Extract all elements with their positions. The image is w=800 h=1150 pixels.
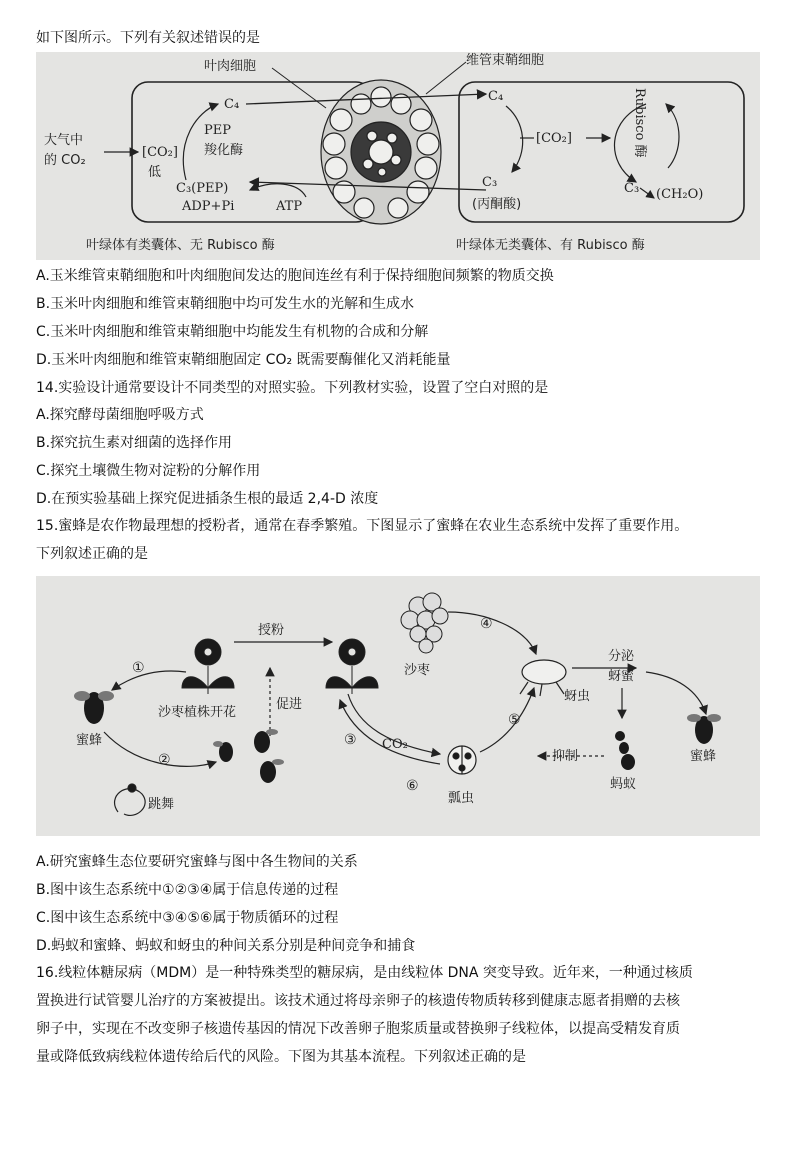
pyruvate: (丙酮酸)	[472, 197, 522, 212]
q14-option-d: D.在预实验基础上探究促进插条生根的最适 2,4-D 浓度	[36, 491, 379, 507]
bee-right-label: 蜜蜂	[690, 749, 717, 764]
bee-left-label: 蜜蜂	[76, 733, 103, 748]
bee-group-icon	[213, 729, 284, 783]
bee-icon	[74, 691, 114, 724]
flower-icon	[182, 639, 234, 694]
q15-stem-line1: 15.蜜蜂是农作物最理想的授粉者，通常在春季繁殖。下图显示了蜜蜂在农业生态系统中发挥了重要作用。	[36, 518, 689, 534]
q15-option-b: B.图中该生态系统中①②③④属于信息传递的过程	[36, 882, 339, 898]
aphid-icon	[520, 660, 566, 696]
q13-option-b: B.玉米叶肉细胞和维管束鞘细胞中均可发生水的光解和生成水	[36, 296, 415, 312]
promote-label: 促进	[276, 697, 303, 712]
c3-calvin: C₃	[624, 181, 640, 196]
q16-line1: 16.线粒体糖尿病（MDM）是一种特殊类型的糖尿病，是由线粒体 DNA 突变导致。近年来，一种通过核质	[36, 965, 693, 981]
step-2: ②	[158, 752, 171, 768]
q14-option-b: B.探究抗生素对细菌的选择作用	[36, 435, 233, 451]
co2-label: CO₂	[382, 737, 408, 752]
q14-option-c: C.探究土壤微生物对淀粉的分解作用	[36, 463, 261, 479]
right-caption: 叶绿体无类囊体、有 Rubisco 酶	[456, 238, 645, 253]
co2-low-line1: [CO₂]	[142, 145, 178, 160]
secrete-line1: 分泌	[608, 649, 635, 664]
co2-right: [CO₂]	[536, 131, 572, 146]
flower-icon	[326, 639, 378, 694]
q15-option-d: D.蚂蚁和蜜蜂、蚂蚁和蚜虫的种间关系分别是种间竞争和捕食	[36, 938, 416, 954]
atp-label: ATP	[276, 199, 303, 214]
aphid-label: 蚜虫	[564, 689, 591, 704]
mesophyll-label: 叶肉细胞	[204, 59, 257, 74]
ladybug-icon	[448, 746, 476, 774]
step-4: ④	[480, 616, 493, 632]
bundle-sheath-label: 维管束鞘细胞	[466, 53, 545, 68]
q13-option-d: D.玉米叶肉细胞和维管束鞘细胞固定 CO₂ 既需要酶催化又消耗能量	[36, 352, 451, 368]
atm-co2-line2: 的 CO₂	[44, 153, 86, 168]
ladybug-label: 瓢虫	[448, 791, 475, 806]
leaf-cross-section	[321, 80, 441, 224]
q15-stem-line2: 下列叙述正确的是	[36, 546, 148, 562]
ant-icon	[615, 731, 635, 770]
bee-icon	[687, 714, 721, 744]
pep-enzyme-line2: 羧化酶	[204, 143, 244, 158]
c3-pep: C₃(PEP)	[176, 181, 229, 196]
q15-option-c: C.图中该生态系统中③④⑤⑥属于物质循环的过程	[36, 910, 339, 926]
seabuckthorn-label: 沙枣	[404, 663, 431, 678]
q16-line2: 置换进行试管婴儿治疗的方案被提出。该技术通过将母亲卵子的核遗传物质转移到健康志愿者捐赠的去核	[36, 993, 680, 1009]
c4-left: C₄	[224, 97, 240, 112]
step-3: ③	[344, 732, 357, 748]
adp-pi: ADP+Pi	[182, 199, 235, 214]
c4-right: C₄	[488, 89, 504, 104]
step-5: ⑤	[508, 712, 521, 728]
atm-co2-line1: 大气中	[44, 133, 84, 148]
q13-stem: 如下图所示。下列有关叙述错误的是	[36, 30, 260, 46]
secrete-line2: 蚜蜜	[608, 669, 635, 684]
co2-low-line2: 低	[148, 165, 162, 180]
inhibit-label: 抑制	[552, 749, 579, 764]
pollination-label: 授粉	[258, 623, 285, 638]
seabuckthorn-icon	[401, 593, 448, 653]
q15-option-a: A.研究蜜蜂生态位要研究蜜蜂与图中各生物间的关系	[36, 854, 358, 870]
left-caption: 叶绿体有类囊体、无 Rubisco 酶	[86, 238, 275, 253]
ant-label: 蚂蚁	[610, 777, 637, 792]
rubisco-label: Rubisco 酶	[632, 88, 647, 158]
q13-option-c: C.玉米叶肉细胞和维管束鞘细胞中均能发生有机物的合成和分解	[36, 324, 429, 340]
q14-option-a: A.探究酵母菌细胞呼吸方式	[36, 407, 204, 423]
step-6: ⑥	[406, 778, 419, 794]
dance-icon	[115, 784, 146, 815]
c4-photosynthesis-figure	[36, 52, 760, 260]
q16-line4: 量或降低致病线粒体遗传给后代的风险。下图为其基本流程。下列叙述正确的是	[36, 1049, 526, 1065]
pep-enzyme-line1: PEP	[204, 123, 231, 138]
flowering-label: 沙枣植株开花	[158, 705, 237, 720]
dance-label: 跳舞	[148, 797, 175, 812]
q16-line3: 卵子中，实现在不改变卵子核遗传基因的情况下改善卵子胞浆质量或替换卵子线粒体，以提高受精发育质	[36, 1021, 680, 1037]
q14-stem: 14.实验设计通常要设计不同类型的对照实验。下列教材实验，设置了空白对照的是	[36, 380, 549, 396]
step-1: ①	[132, 660, 145, 676]
ch2o: (CH₂O)	[656, 187, 704, 202]
bee-ecosystem-figure	[36, 576, 760, 836]
c3-right: C₃	[482, 175, 498, 190]
q13-option-a: A.玉米维管束鞘细胞和叶肉细胞间发达的胞间连丝有利于保持细胞间频繁的物质交换	[36, 268, 554, 284]
